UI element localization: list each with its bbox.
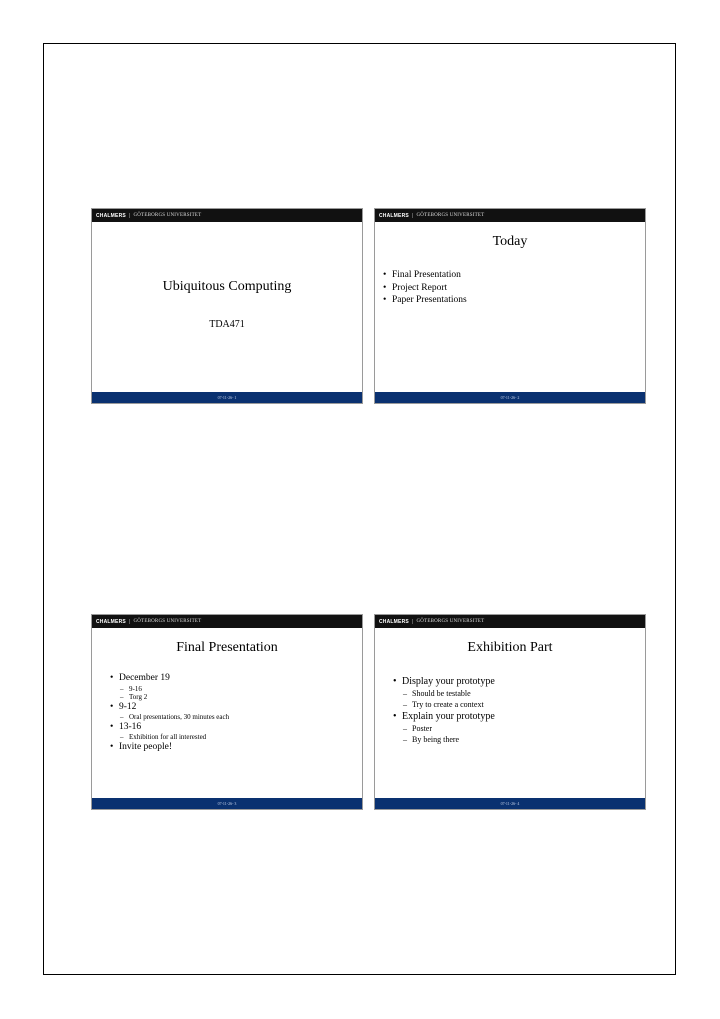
list-subitem: – Try to create a context [393,699,495,710]
university-name: GÖTEBORGS UNIVERSITET [133,619,202,624]
slide-title: Today [492,234,528,249]
university-name: GÖTEBORGS UNIVERSITET [416,619,485,624]
slide-subtitle: TDA471 [209,319,245,330]
brand-separator: | [128,212,131,219]
list-item: • Project Report [383,282,467,295]
slide-title: Exhibition Part [467,640,553,655]
slide-footer: 07-11-26- 2 [375,392,645,403]
page-border [43,43,676,975]
slide-header [375,209,645,222]
list-subitem: – Torg 2 [110,693,229,702]
university-name: GÖTEBORGS UNIVERSITET [133,213,202,218]
list-item: • Final Presentation [383,269,467,282]
list-subitem: – Exhibition for all interested [110,733,229,742]
list-item: • 9-12 [110,702,229,714]
list-item: • 13-16 [110,722,229,734]
slide-header [92,615,362,628]
bullet-list [110,673,229,753]
brand-separator: | [411,618,414,625]
chalmers-logo: CHALMERS [379,212,409,219]
slide-footer: 07-11-26- 1 [92,392,362,403]
list-subitem: – By being there [393,734,495,745]
bullet-list [393,675,495,745]
slide-header [375,615,645,628]
slide-title: Ubiquitous Computing [162,279,292,294]
slide-2 [374,208,646,404]
list-item: • Paper Presentations [383,294,467,307]
chalmers-logo: CHALMERS [379,618,409,625]
slide-title: Final Presentation [176,640,278,655]
bullet-list [383,269,467,307]
slide-footer: 07-11-26- 3 [92,798,362,809]
brand-separator: | [128,618,131,625]
brand-separator: | [411,212,414,219]
list-subitem: – 9-16 [110,685,229,694]
list-subitem: – Oral presentations, 30 minutes each [110,713,229,722]
slide-1 [91,208,363,404]
list-subitem: – Should be testable [393,688,495,699]
chalmers-logo: CHALMERS [96,618,126,625]
university-name: GÖTEBORGS UNIVERSITET [416,213,485,218]
slide-header [92,209,362,222]
slide-3 [91,614,363,810]
list-item: • December 19 [110,673,229,685]
list-subitem: – Poster [393,723,495,734]
slide-4 [374,614,646,810]
list-item: • Invite people! [110,742,229,754]
slide-footer: 07-11-26- 4 [375,798,645,809]
chalmers-logo: CHALMERS [96,212,126,219]
list-item: • Display your prototype [393,675,495,688]
list-item: • Explain your prototype [393,710,495,723]
